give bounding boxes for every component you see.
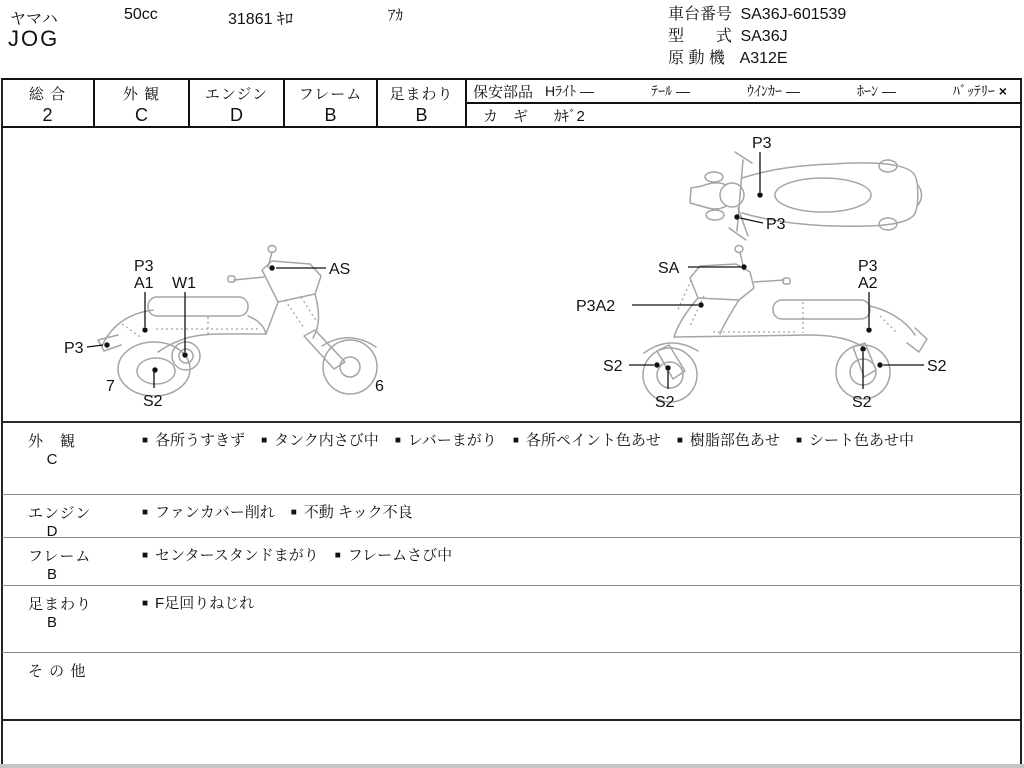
point-dot (757, 192, 762, 197)
damage-code: P3 (858, 258, 878, 275)
section-engine (2, 494, 1021, 540)
chassis-row (668, 4, 846, 26)
engine-row (668, 48, 846, 70)
safety-item-label: ﾃｰﾙ (651, 83, 673, 99)
safety-item-tail (651, 81, 690, 101)
safety-parts-section (467, 80, 1021, 126)
grade-label: 足まわり (389, 86, 454, 103)
lever (705, 172, 723, 182)
body-color: ｱｶ (388, 7, 404, 24)
footer-strip (0, 764, 1024, 768)
rear-cowl (870, 306, 915, 335)
damage-code: P3 (64, 340, 84, 357)
grade-value: C (135, 105, 148, 125)
seat (148, 297, 248, 316)
bullet-square-icon: ■ (261, 435, 268, 446)
panel-line (285, 300, 304, 328)
section-comments (142, 430, 1002, 452)
comment-item: ■ ファンカバー削れ (142, 504, 275, 521)
section-comments (142, 545, 1002, 567)
panel-line (301, 297, 317, 322)
comment-item: ■ センタースタンドまがり (142, 547, 319, 564)
front-edge (701, 206, 726, 209)
handlebar (234, 277, 264, 280)
grip (228, 276, 235, 282)
bullet-square-icon: ■ (334, 550, 341, 561)
point-dot (866, 327, 871, 332)
chassis-value: SA36J-601539 (740, 6, 847, 23)
displacement: 50cc (124, 6, 158, 23)
bullet-square-icon: ■ (142, 550, 149, 561)
safety-item-value: — (675, 83, 690, 99)
rear-tab (879, 160, 897, 172)
scooter-right-side-diagram (558, 240, 958, 420)
scooter-top-view-diagram (678, 132, 958, 250)
safety-parts-row (467, 80, 1021, 104)
panel-line (880, 316, 896, 332)
damage-code: 6 (375, 378, 384, 395)
bullet-square-icon: ■ (394, 435, 401, 446)
grip (783, 278, 790, 284)
damage-code: S2 (655, 394, 675, 411)
seat-top (775, 178, 871, 212)
section-label: そ の 他 (28, 663, 87, 680)
grade-cell-undercarriage (378, 80, 467, 126)
front-fork (304, 330, 345, 369)
section-grade: D (46, 523, 58, 540)
damage-code: P3 (752, 135, 772, 152)
section-grade: B (46, 566, 57, 583)
section-other (2, 652, 1021, 719)
section-grade: C (46, 451, 58, 468)
scooter-outline (643, 246, 927, 403)
tail-tab (918, 185, 922, 205)
section-frame (2, 537, 1021, 585)
scooter-outline (690, 152, 922, 240)
bullet-square-icon: ■ (290, 507, 297, 518)
section-comments (142, 593, 1002, 615)
lever (706, 210, 724, 220)
safety-title: 保安部品 (473, 83, 534, 101)
body-curve (810, 335, 866, 349)
point-dot (182, 352, 187, 357)
comment-item: ■ 各所うすきず (142, 432, 246, 449)
grade-label: 総 合 (28, 86, 67, 103)
point-dot (698, 302, 703, 307)
grade-label: エンジン (204, 86, 269, 103)
bullet-square-icon: ■ (142, 435, 149, 446)
floor-bottom (674, 335, 810, 337)
comment-item: ■ F足回りねじれ (142, 595, 255, 612)
grade-value: 2 (42, 105, 53, 125)
grade-cell-engine (190, 80, 285, 126)
body-curve (248, 316, 266, 334)
safety-item-label: ｳｲﾝｶｰ (747, 83, 783, 99)
front-tip (690, 186, 702, 206)
damage-code: S2 (927, 358, 947, 375)
bullet-square-icon: ■ (676, 435, 683, 446)
front-cowl-inner (720, 300, 739, 334)
seat (773, 300, 870, 319)
grade-table (2, 78, 1021, 128)
safety-item-headlight (545, 81, 594, 101)
point-dot (654, 362, 659, 367)
grade-cell-overall (2, 80, 95, 126)
comment-item: ■ シート色あせ中 (795, 432, 914, 449)
damage-code: A1 (134, 275, 154, 292)
damage-code: 7 (106, 378, 115, 395)
front-cowl-edge (674, 298, 698, 337)
safety-item-label: Hﾗｲﾄ (545, 83, 577, 99)
safety-items (539, 81, 1021, 101)
damage-code: P3A2 (576, 298, 616, 315)
point-dot (734, 214, 739, 219)
grade-value: B (415, 105, 428, 125)
model-name: JOG (8, 26, 60, 51)
grade-label: フレーム (298, 86, 363, 103)
safety-item-label: ﾊﾞｯﾃﾘｰ (952, 83, 995, 99)
point-dot (860, 346, 865, 351)
damage-code: W1 (172, 275, 196, 292)
point-dot (877, 362, 882, 367)
handlebar (754, 280, 784, 282)
bullet-square-icon: ■ (142, 507, 149, 518)
damage-code: S2 (603, 358, 623, 375)
safety-item-value: — (580, 83, 595, 99)
safety-item-battery (953, 81, 1007, 101)
damage-code: S2 (852, 394, 872, 411)
mileage: 31861 ｷﾛ (228, 11, 293, 28)
grade-value: B (324, 105, 337, 125)
front-edge (702, 183, 726, 186)
comment-item: ■ 各所ペイント色あせ (512, 432, 661, 449)
section-label: フレーム (28, 548, 92, 565)
damage-code: SA (658, 260, 680, 277)
stalk (738, 208, 748, 236)
section-label: 足まわり (28, 596, 93, 613)
key-row (467, 104, 1021, 126)
point-dot (152, 367, 157, 372)
panel-line (690, 296, 704, 326)
safety-item-horn (857, 81, 896, 101)
section-grade: B (46, 614, 57, 631)
empty-footer-row (2, 719, 1021, 764)
grade-cell-exterior (95, 80, 190, 126)
bullet-square-icon: ■ (795, 435, 802, 446)
battery-cross-mark: × (998, 83, 1007, 99)
key-value: ｶｷﾞ2 (554, 107, 585, 125)
maker-name: ヤマハ (10, 11, 58, 28)
point-dot (665, 365, 670, 370)
key-label: カ ギ (483, 107, 529, 125)
section-comments (142, 502, 1002, 524)
comment-item: ■ レバーまがり (394, 432, 497, 449)
front-cowl (262, 261, 321, 334)
type-value: SA36J (740, 28, 788, 45)
bullet-square-icon: ■ (142, 598, 149, 609)
rear-flap (907, 328, 927, 352)
comment-item: ■ フレームさび中 (334, 547, 453, 564)
engine-value: A312E (739, 50, 788, 67)
grade-value: D (230, 105, 243, 125)
safety-item-winker (747, 81, 800, 101)
panel-line (122, 324, 142, 338)
engine-label: 原 動 機 (668, 50, 725, 67)
damage-code: P3 (766, 216, 786, 233)
section-label: 外 観 (28, 433, 77, 450)
section-exterior (2, 421, 1021, 494)
type-row (668, 26, 846, 48)
rear-flap (98, 335, 121, 351)
grade-cell-frame (285, 80, 378, 126)
comment-item: ■ 樹脂部色あせ (676, 432, 780, 449)
section-label: エンジン (28, 505, 92, 522)
vehicle-id-block (668, 4, 846, 70)
grade-label: 外 観 (122, 86, 161, 103)
mirror-stalk (268, 252, 272, 267)
point-dot (269, 265, 274, 270)
chassis-label: 車台番号 (668, 6, 733, 23)
section-undercarriage (2, 585, 1021, 652)
safety-item-value: — (785, 83, 800, 99)
point-dot (741, 264, 746, 269)
bullet-square-icon: ■ (512, 435, 519, 446)
comment-item: ■ タンク内さび中 (261, 432, 379, 449)
scooter-left-side-diagram (58, 240, 398, 420)
point-dot (104, 342, 109, 347)
type-label: 型 式 (668, 28, 733, 45)
damage-code: AS (329, 261, 351, 278)
point-dot (142, 327, 147, 332)
comment-item: ■ 不動 キック不良 (290, 504, 413, 521)
safety-item-value: — (881, 83, 896, 99)
panel-line (677, 280, 691, 312)
damage-code: P3 (134, 258, 154, 275)
damage-code: S2 (143, 393, 163, 410)
safety-item-label: ﾎｰﾝ (856, 83, 878, 99)
damage-code: A2 (858, 275, 878, 292)
